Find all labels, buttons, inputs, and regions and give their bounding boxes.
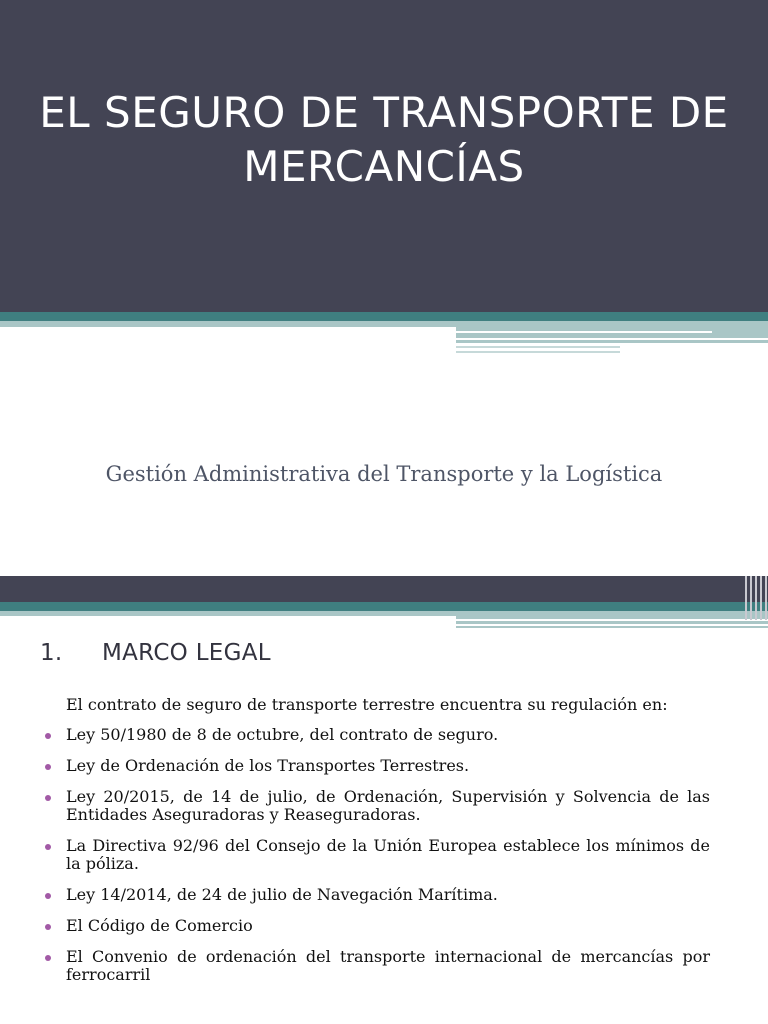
slide-title [0, 86, 768, 194]
teal-stripe [0, 602, 768, 611]
teal-stripe [0, 312, 768, 321]
bullet-icon [45, 844, 51, 850]
list-item-text: Ley de Ordenación de los Transportes Terrestres. [66, 756, 470, 775]
intro-paragraph: El contrato de seguro de transporte terrestre encuentra su regulación en: [66, 695, 668, 714]
bullet-icon [45, 893, 51, 899]
section-heading [40, 640, 271, 666]
list-item-text: Ley 14/2014, de 24 de julio de Navegación Marítima. [66, 885, 498, 904]
bullet-icon [45, 764, 51, 770]
light-stripe [0, 321, 456, 327]
heading-number: 1. [40, 640, 63, 666]
list-item [44, 788, 710, 824]
content-slide [0, 576, 768, 1024]
heading-text: MARCO LEGAL [102, 640, 271, 666]
slide-content [44, 696, 710, 997]
list-item-text: El Código de Comercio [66, 916, 253, 935]
list-item [44, 726, 710, 744]
list-item [44, 917, 710, 935]
bullet-icon [45, 924, 51, 930]
thin-line-2 [456, 338, 768, 340]
slide-subtitle: Gestión Administrativa del Transporte y la Logística [105, 462, 663, 486]
list-item-text: La Directiva 92/96 del Consejo de la Unión Europea establece los mínimos de la póliza. [66, 836, 710, 873]
thin-line-1 [456, 619, 768, 621]
legal-list [44, 726, 710, 984]
thin-line-2 [456, 624, 768, 626]
list-item-text: Ley 20/2015, de 14 de julio, de Ordenación, Supervisión y Solvencia de las Entidades Aseguradoras y Reaseguradoras. [66, 787, 710, 824]
list-item-text: El Convenio de ordenación del transporte internacional de mercancías por ferrocarril [66, 947, 710, 984]
bullet-icon [45, 733, 51, 739]
list-item [44, 837, 710, 873]
thin-line-4 [456, 351, 620, 353]
list-item [44, 886, 710, 904]
bullet-icon [45, 955, 51, 961]
list-item-text: Ley 50/1980 de 8 de octubre, del contrato de seguro. [66, 725, 499, 744]
slide-title-line-2: MERCANCÍAS [243, 142, 525, 191]
thin-line-3 [456, 346, 620, 348]
top-band [0, 576, 768, 602]
list-item [44, 757, 710, 775]
thin-line-1 [456, 331, 712, 333]
bullet-icon [45, 795, 51, 801]
vertical-lines [745, 576, 768, 620]
slide-title-line-1: EL SEGURO DE TRANSPORTE DE [39, 88, 729, 137]
list-item [44, 948, 710, 984]
light-stripe [0, 611, 456, 616]
